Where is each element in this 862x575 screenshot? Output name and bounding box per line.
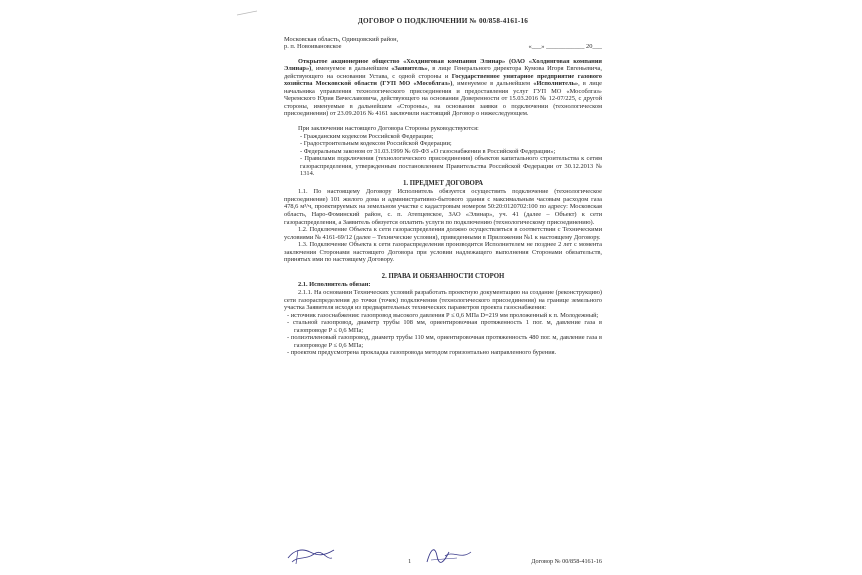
parameters-list (284, 312, 602, 357)
signature-left (284, 544, 338, 566)
contractor-alias: «Исполнитель» (533, 80, 579, 88)
legal-basis-intro: При заключении настоящего Договора Стороны руководствуются: (298, 125, 479, 133)
footer-center (394, 544, 475, 566)
parameter-item: - стальной газопровод, диаметр трубы 108 мм, ориентировочная протяженность 1 пог. м, давление газа в газопроводе P ≤ 0,6 МПа; (287, 319, 602, 334)
clause-1-2: 1.2. Подключение Объекта к сети газораспределения должно осуществляться в соответствии с Техническими условиями № 4161-69/12 (далее – Технические условия), приведенными в Приложении №1 к настоящему Договору. (284, 226, 602, 241)
legal-item: - Правилами подключения (технологического присоединения) объектов капитального строительства к сетям газораспределения, утвержденным постановлением Правительства Российской Федерации от 30.12.2013 № 1314. (300, 155, 602, 178)
document-title: ДОГОВОР О ПОДКЛЮЧЕНИИ № 00/858-4161-16 (357, 17, 529, 25)
intro-paragraph (284, 58, 602, 118)
applicant-alias: «Заявитель» (391, 65, 428, 73)
corner-pen-mark (236, 10, 258, 16)
intro-text-3: , именуемое в дальнейшем (452, 80, 534, 88)
date-placeholder: «___» ____________ 20___ (528, 43, 602, 51)
section-2-title: 2. ПРАВА И ОБЯЗАННОСТИ СТОРОН (381, 272, 505, 280)
section-1-title: 1. ПРЕДМЕТ ДОГОВОРА (402, 179, 484, 187)
document-page (284, 18, 602, 570)
page-footer (284, 544, 602, 566)
applicant-name: Открытое акционерное общество «Холдинговая компания Элинар» (ОАО «Холдинговая компания Элинар») (284, 57, 602, 73)
signature-right (421, 544, 475, 566)
place-line-1: Московская область, Одинцовский район, (284, 35, 399, 43)
intro-text-4: , в лице начальника управления технологического присоединения и предоставления услуг ГУП МО «Мособлгаз» Черемского Юрия Вячеславовича, действующего на основании Доверенности от 15.03.2016 № 12-07/225, с другой стороны, именуемые в дальнейшем «Стороны», на основании заявки о подключении (технологическом присоединении) от 23.09.2016 № 4161 заключили настоящий Договор о нижеследующем. (284, 80, 602, 118)
legal-item: - Градостроительным кодексом Российской Федерации; (300, 140, 452, 148)
parameter-item: - источник газоснабжения: газопровод высокого давления P ≤ 0,6 МПа D=219 мм проложенный к п. Молодежный; (287, 311, 599, 319)
legal-basis-list (284, 133, 602, 178)
place-date-row (284, 36, 602, 51)
page-number: 1 (408, 558, 412, 566)
clause-1-3: 1.3. Подключение Объекта к сети газораспределения производится Исполнителем не позднее 2 лет с момента заключения Сторонами настоящего Договора при условии надлежащего выполнения Сторонами обязательств, принятых ими по настоящему Договору. (284, 241, 602, 264)
clause-2-1-1: 2.1.1. На основании Технических условий разработать проектную документацию на создание (реконструкцию) сети газораспределения до точки (точек) подключения (технологического присоединения) на границе земельного участка Заявителя исходя из предварительных технических параметров проекта газоснабжения: (284, 288, 602, 312)
contractor-name: Государственное унитарное предприятие газового хозяйства Московской области (ГУП МО «Мособлгаз») (284, 72, 602, 88)
place (284, 36, 398, 51)
place-line-2: р. п. Новоивановское (284, 43, 342, 51)
intro-text-2: , в лице Генерального директора Кумова Игоря Евгеньевича, действующего на основании Устава, с одной стороны и (284, 65, 602, 80)
clause-1-1: 1.1. По настоящему Договору Исполнитель обязуется осуществить подключение (технологическое присоединение) 101 жилого дома и административно-бытового здания с максимальным часовым расходом газа 478,6 м³/ч, проектируемых на земельном участке с кадастровым номером 50:20:0120702:100 по адресу: Московская область, Наро-Фоминский район, с. п. Атепцевское, ЗАО «Элинар», уч. 41 (далее – Объект) к сети газораспределения, а Заявитель обязуется оплатить услуги по подключению (технологическому присоединению). (284, 188, 602, 226)
parameter-item: - проектом предусмотрена прокладка газопровода методом горизонтально направленного бурения. (287, 349, 557, 357)
legal-item: - Федеральным законом от 31.03.1999 № 69-ФЗ «О газоснабжении в Российской Федерации»; (300, 147, 556, 155)
clause-2-1-title: 2.1. Исполнитель обязан: (298, 281, 371, 289)
legal-item: - Гражданским кодексом Российской Федерации; (300, 132, 434, 140)
intro-text-1: , именуемое в дальнейшем (311, 65, 392, 73)
footer-contract-ref: Договор № 00/858-4161-16 (531, 558, 602, 566)
parameter-item: - полиэтиленовый газопровод, диаметр трубы 110 мм, ориентировочная протяженность 480 пог. м, давление газа в газопроводе P ≤ 0,6 МПа; (287, 334, 602, 349)
